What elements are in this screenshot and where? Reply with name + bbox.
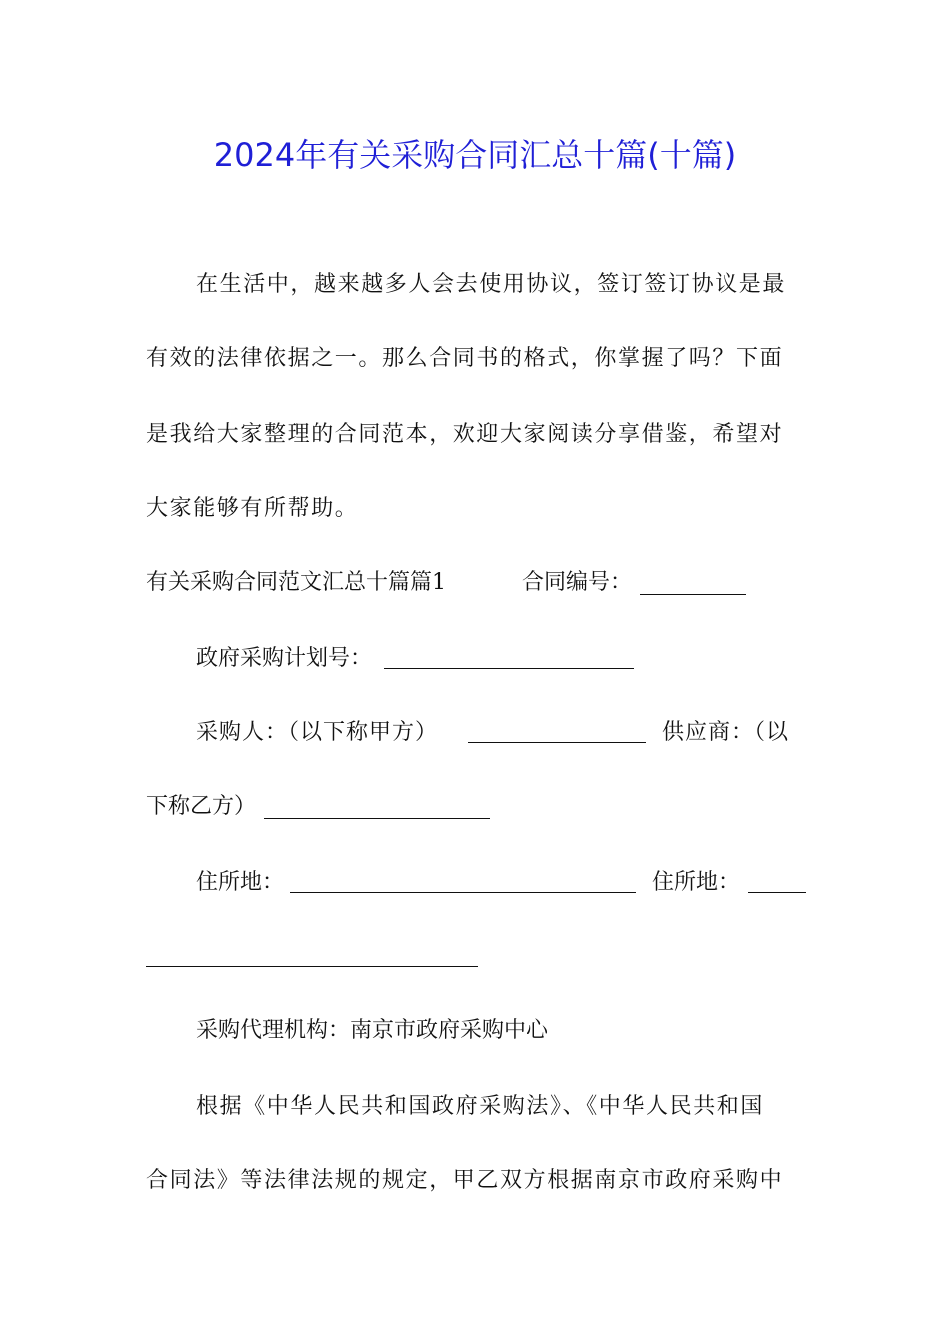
address-supplier-blank-2 [146, 966, 478, 967]
plan-no-blank [384, 668, 634, 669]
basis-line-1: 根据《中华人民共和国政府采购法》、《中华人民共和国 [196, 1094, 765, 1119]
intro-line-3: 是我给大家整理的合同范本，欢迎大家阅读分享借鉴，希望对 [146, 422, 784, 447]
intro-line-4: 大家能够有所帮助。 [146, 496, 359, 521]
basis-line-2: 合同法》等法律法规的规定，甲乙双方根据南京市政府采购中 [146, 1168, 784, 1193]
contract-no-label: 合同编号： [522, 570, 633, 595]
contract-no-blank [640, 594, 746, 595]
address-label-purchaser: 住所地： [196, 870, 285, 895]
supplier-label: 供应商：（以 [662, 720, 790, 745]
plan-no-label: 政府采购计划号： [196, 646, 373, 671]
intro-line-1: 在生活中，越来越多人会去使用协议，签订签订协议是最 [196, 272, 787, 297]
supplier-blank [264, 818, 490, 819]
page-title: 2024年有关采购合同汇总十篇(十篇) [213, 136, 737, 174]
section-heading: 有关采购合同范文汇总十篇篇1 [146, 570, 446, 595]
intro-line-2: 有效的法律依据之一。那么合同书的格式，你掌握了吗？下面 [146, 346, 784, 371]
address-purchaser-blank [290, 892, 636, 893]
address-label-supplier: 住所地： [652, 870, 741, 895]
agency-line: 采购代理机构：南京市政府采购中心 [196, 1018, 549, 1043]
purchaser-label: 采购人：（以下称甲方） [196, 720, 439, 745]
supplier-label-cont: 下称乙方） [146, 794, 257, 819]
purchaser-blank [468, 742, 646, 743]
address-supplier-blank-1 [748, 892, 806, 893]
